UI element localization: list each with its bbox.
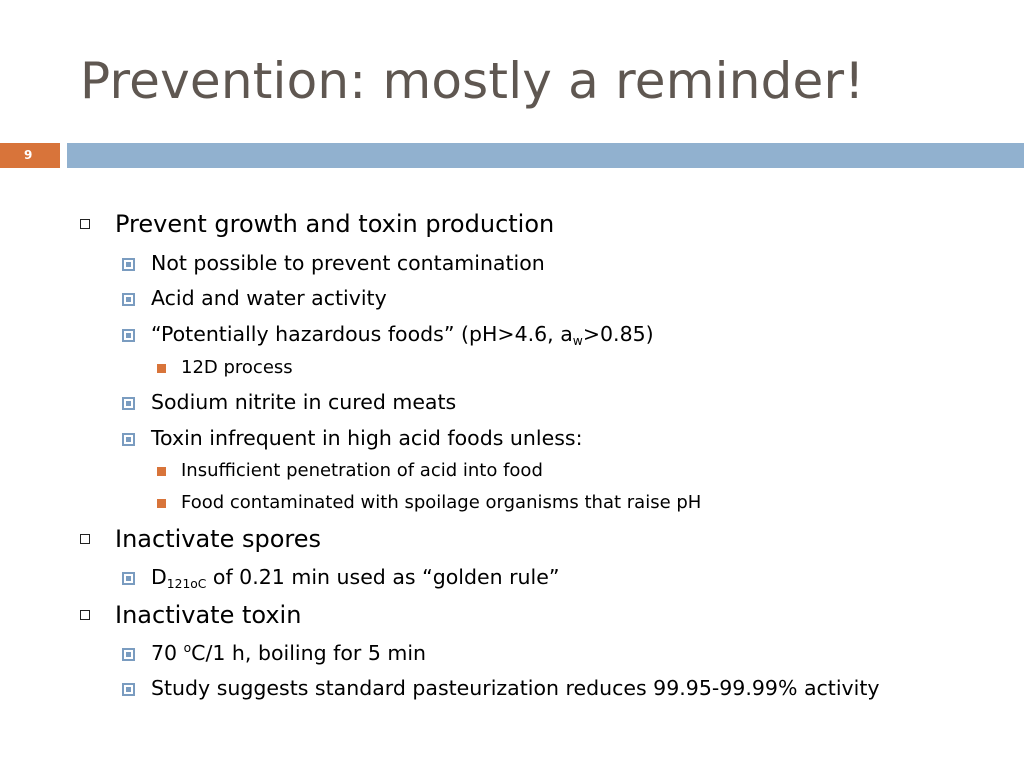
- bullet-text: $D_{121oC}$ of 0.21 min used as “golden rule”: [151, 565, 560, 591]
- hollow-square-bullet-icon: [80, 219, 90, 229]
- bullet-text: 70 $^o$C/1 h, boiling for 5 min: [151, 641, 427, 665]
- square-bullet-icon: [122, 258, 135, 271]
- bullet-text: Insufficient penetration of acid into food: [181, 460, 543, 481]
- bullet-text: “Potentially hazardous foods” (pH>4.6, $a_w>0.85$): [151, 322, 654, 348]
- bullet-text: 12D process: [181, 357, 293, 378]
- square-bullet-icon: [122, 572, 135, 585]
- bullet-text: Toxin infrequent in high acid foods unless:: [151, 426, 583, 450]
- hollow-square-bullet-icon: [80, 610, 90, 620]
- bullet-text: Prevent growth and toxin production: [115, 210, 555, 238]
- bullet-text: Acid and water activity: [151, 286, 387, 310]
- hollow-square-bullet-icon: [80, 534, 90, 544]
- square-bullet-icon: [122, 293, 135, 306]
- bullet-text: Inactivate spores: [115, 525, 322, 553]
- square-bullet-icon: [122, 397, 135, 410]
- slide-title: Prevention: mostly a reminder!: [80, 52, 865, 110]
- filled-square-bullet-icon: [157, 364, 166, 373]
- slide-number: 9: [24, 148, 33, 162]
- square-bullet-icon: [122, 648, 135, 661]
- subscript-temperature: 121oC: [166, 577, 207, 591]
- filled-square-bullet-icon: [157, 499, 166, 508]
- bullet-text: Inactivate toxin: [115, 601, 302, 629]
- square-bullet-icon: [122, 433, 135, 446]
- bullet-text: Not possible to prevent contamination: [151, 251, 545, 275]
- square-bullet-icon: [122, 683, 135, 696]
- subscript-w: w: [572, 334, 583, 348]
- square-bullet-icon: [122, 329, 135, 342]
- superscript-degree: o: [183, 641, 192, 655]
- bullet-text: Food contaminated with spoilage organisms that raise pH: [181, 492, 702, 513]
- bullet-text: Study suggests standard pasteurization reduces 99.95-99.99% activity: [151, 676, 880, 700]
- filled-square-bullet-icon: [157, 467, 166, 476]
- bullet-text: Sodium nitrite in cured meats: [151, 390, 457, 414]
